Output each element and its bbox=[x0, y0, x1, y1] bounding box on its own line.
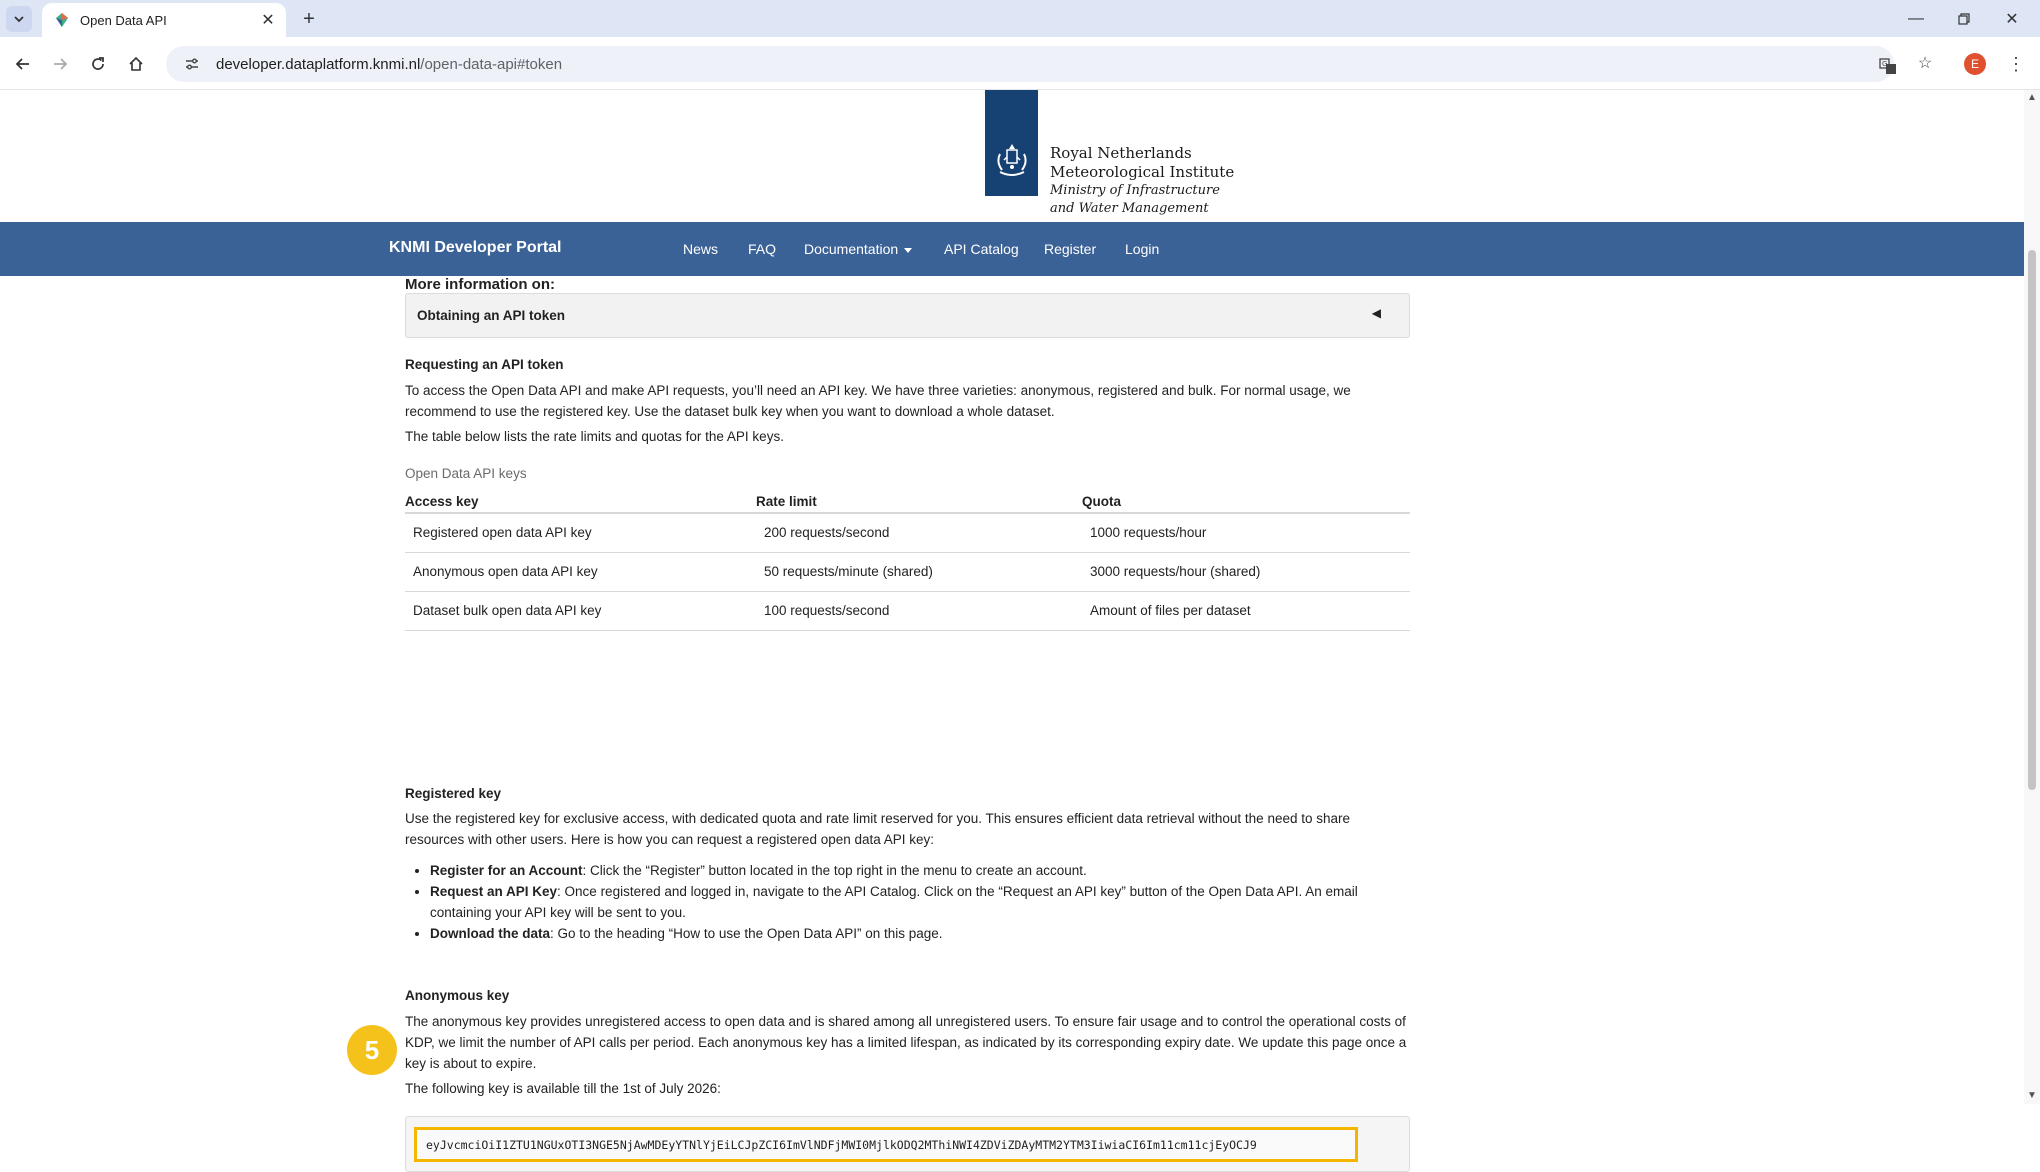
tab-search-button[interactable] bbox=[6, 6, 32, 32]
header-quota: Quota bbox=[1082, 491, 1410, 513]
header-access-key: Access key bbox=[405, 491, 756, 513]
header-rate-limit: Rate limit bbox=[756, 491, 1082, 513]
list-item-bold: Request an API Key bbox=[430, 884, 558, 899]
token-code-block bbox=[405, 1116, 1410, 1172]
nav-login[interactable]: Login bbox=[1125, 241, 1160, 257]
table-row bbox=[405, 513, 1410, 552]
requesting-heading: Requesting an API token bbox=[405, 357, 564, 372]
profile-avatar[interactable]: E bbox=[1964, 53, 1986, 75]
table-row bbox=[405, 552, 1410, 591]
list-item-text: : Click the “Register” button located in the top right in the menu to create an account. bbox=[582, 863, 1087, 878]
url-host: developer.dataplatform.knmi.nl bbox=[216, 55, 421, 73]
translate-icon[interactable] bbox=[1876, 54, 1900, 78]
nav-register[interactable]: Register bbox=[1044, 241, 1097, 257]
scroll-thumb[interactable] bbox=[2028, 250, 2036, 790]
tab-title: Open Data API bbox=[80, 12, 167, 28]
close-tab-icon[interactable]: ✕ bbox=[261, 12, 275, 29]
restore-icon bbox=[1958, 13, 1970, 25]
nav-api-catalog[interactable]: API Catalog bbox=[944, 241, 1019, 257]
logo-line-1: Royal Netherlands bbox=[1050, 144, 1192, 162]
registered-paragraph: Use the registered key for exclusive access, with dedicated quota and rate limit reserved for you. This ensures efficient data retrieval without the need to share resources with other users. Here is how you can request a registered open data API key: bbox=[405, 811, 1350, 847]
reload-button[interactable] bbox=[83, 49, 113, 79]
more-info-heading: More information on: bbox=[405, 276, 555, 293]
logo-line-2: Meteorological Institute bbox=[1050, 163, 1235, 181]
nav-documentation-label: Documentation bbox=[804, 241, 899, 257]
scroll-up-icon[interactable]: ▲ bbox=[2027, 92, 2037, 103]
page-scrollbar[interactable] bbox=[2024, 90, 2040, 1104]
browser-tab[interactable] bbox=[42, 3, 286, 37]
portal-navbar bbox=[0, 222, 2024, 276]
table-cell: 100 requests/second bbox=[756, 591, 1082, 630]
home-button[interactable] bbox=[121, 49, 151, 79]
knmi-logo bbox=[985, 90, 1234, 220]
list-item-text: : Go to the heading “How to use the Open Data API” on this page. bbox=[550, 926, 943, 941]
list-item-text: : Once registered and logged in, navigate to the API Catalog. Click on the “Request an API key” button of the Open Data API. An email containing your API key will be sent to you. bbox=[430, 884, 1358, 920]
url-path: /open-data-api#token bbox=[420, 55, 563, 73]
rijksoverheid-emblem bbox=[985, 90, 1038, 196]
table-cell: 1000 requests/hour bbox=[1082, 513, 1410, 552]
table-cell: 50 requests/minute (shared) bbox=[756, 552, 1082, 591]
nav-documentation[interactable] bbox=[804, 241, 912, 257]
reload-icon bbox=[90, 56, 106, 72]
home-icon bbox=[128, 56, 144, 72]
logo-line-3: Ministry of Infrastructure bbox=[1050, 183, 1220, 198]
bookmark-star-icon[interactable]: ☆ bbox=[1917, 55, 1933, 72]
page-viewport bbox=[0, 90, 2024, 1152]
accordion-title: Obtaining an API token bbox=[417, 308, 566, 323]
coat-of-arms-icon bbox=[992, 140, 1032, 180]
anonymous-heading: Anonymous key bbox=[405, 988, 510, 1003]
table-cell: Dataset bulk open data API key bbox=[405, 591, 756, 630]
tab-strip bbox=[0, 0, 2040, 37]
browser-toolbar bbox=[0, 37, 2040, 90]
portal-brand-link[interactable]: KNMI Developer Portal bbox=[389, 239, 562, 256]
table-cell: Registered open data API key bbox=[405, 513, 756, 552]
collapse-arrow-icon[interactable]: ◀ bbox=[1371, 306, 1381, 320]
logo-text bbox=[1050, 90, 1234, 220]
arrow-left-icon bbox=[15, 56, 31, 72]
logo-line-4: and Water Management bbox=[1050, 201, 1209, 216]
address-bar[interactable] bbox=[166, 46, 1894, 82]
api-keys-table bbox=[405, 491, 1410, 631]
api-token-field[interactable] bbox=[414, 1127, 1358, 1162]
site-settings-icon[interactable] bbox=[182, 54, 202, 74]
close-window-button[interactable]: ✕ bbox=[2005, 11, 2019, 28]
url-text bbox=[216, 56, 562, 73]
forward-button[interactable] bbox=[45, 49, 75, 79]
table-caption: Open Data API keys bbox=[405, 466, 527, 481]
registration-steps-list bbox=[430, 860, 1390, 944]
list-item bbox=[430, 881, 1390, 923]
scroll-down-icon[interactable]: ▼ bbox=[2027, 1090, 2037, 1101]
intro-paragraph: To access the Open Data API and make API requests, you’ll need an API key. We have three varieties: anonymous, registered and bulk. For normal usage, we recommend to use the registered key. Use the dataset bulk key when you want to download a whole dataset. bbox=[405, 383, 1351, 419]
nav-faq[interactable]: FAQ bbox=[748, 241, 777, 257]
step-number-badge: 5 bbox=[347, 1025, 397, 1075]
table-header-row bbox=[405, 491, 1410, 513]
chevron-down-icon bbox=[13, 13, 25, 25]
nav-news[interactable]: News bbox=[683, 241, 719, 257]
restore-button[interactable] bbox=[1944, 6, 1984, 32]
back-button[interactable] bbox=[8, 49, 38, 79]
table-cell: Amount of files per dataset bbox=[1082, 591, 1410, 630]
browser-menu-icon[interactable]: ⋮ bbox=[2007, 53, 2025, 74]
knmi-favicon-icon bbox=[54, 12, 70, 28]
new-tab-button[interactable]: + bbox=[303, 7, 315, 30]
token-accordion[interactable] bbox=[405, 293, 1410, 338]
registered-heading: Registered key bbox=[405, 786, 502, 801]
svg-text:G: G bbox=[1882, 60, 1888, 68]
table-cell: Anonymous open data API key bbox=[405, 552, 756, 591]
list-item-bold: Download the data bbox=[430, 926, 551, 941]
list-item bbox=[430, 860, 1390, 881]
table-cell: 3000 requests/hour (shared) bbox=[1082, 552, 1410, 591]
minimize-button[interactable]: — bbox=[1908, 10, 1924, 27]
list-item-bold: Register for an Account bbox=[430, 863, 583, 878]
anonymous-paragraph: The anonymous key provides unregistered access to open data and is shared among all unregistered users. To ensure fair usage and to control the operational costs of KDP, we limit the number of API calls per period. Each anonymous key has a limited lifespan, as indicated by its corresponding expiry date. We update this page once a key is about to expire. bbox=[405, 1014, 1407, 1071]
table-intro: The table below lists the rate limits and quotas for the API keys. bbox=[405, 429, 784, 444]
key-availability-text: The following key is available till the 1st of July 2026: bbox=[405, 1081, 721, 1096]
api-token-value: eyJvcmciOiI1ZTU1NGUxOTI3NGE5NjAwMDEyYTNlYjEiLCJpZCI6ImVlNDFjMWI0MjlkODQ2MThiNWI4ZDViZDAyMTM2YTM3IiwiaCI6Im11cm11cjEyOCJ9 bbox=[426, 1137, 1257, 1152]
arrow-right-icon bbox=[52, 56, 68, 72]
list-item bbox=[430, 923, 1390, 944]
table-cell: 200 requests/second bbox=[756, 513, 1082, 552]
caret-down-icon bbox=[904, 248, 912, 253]
table-row bbox=[405, 591, 1410, 630]
